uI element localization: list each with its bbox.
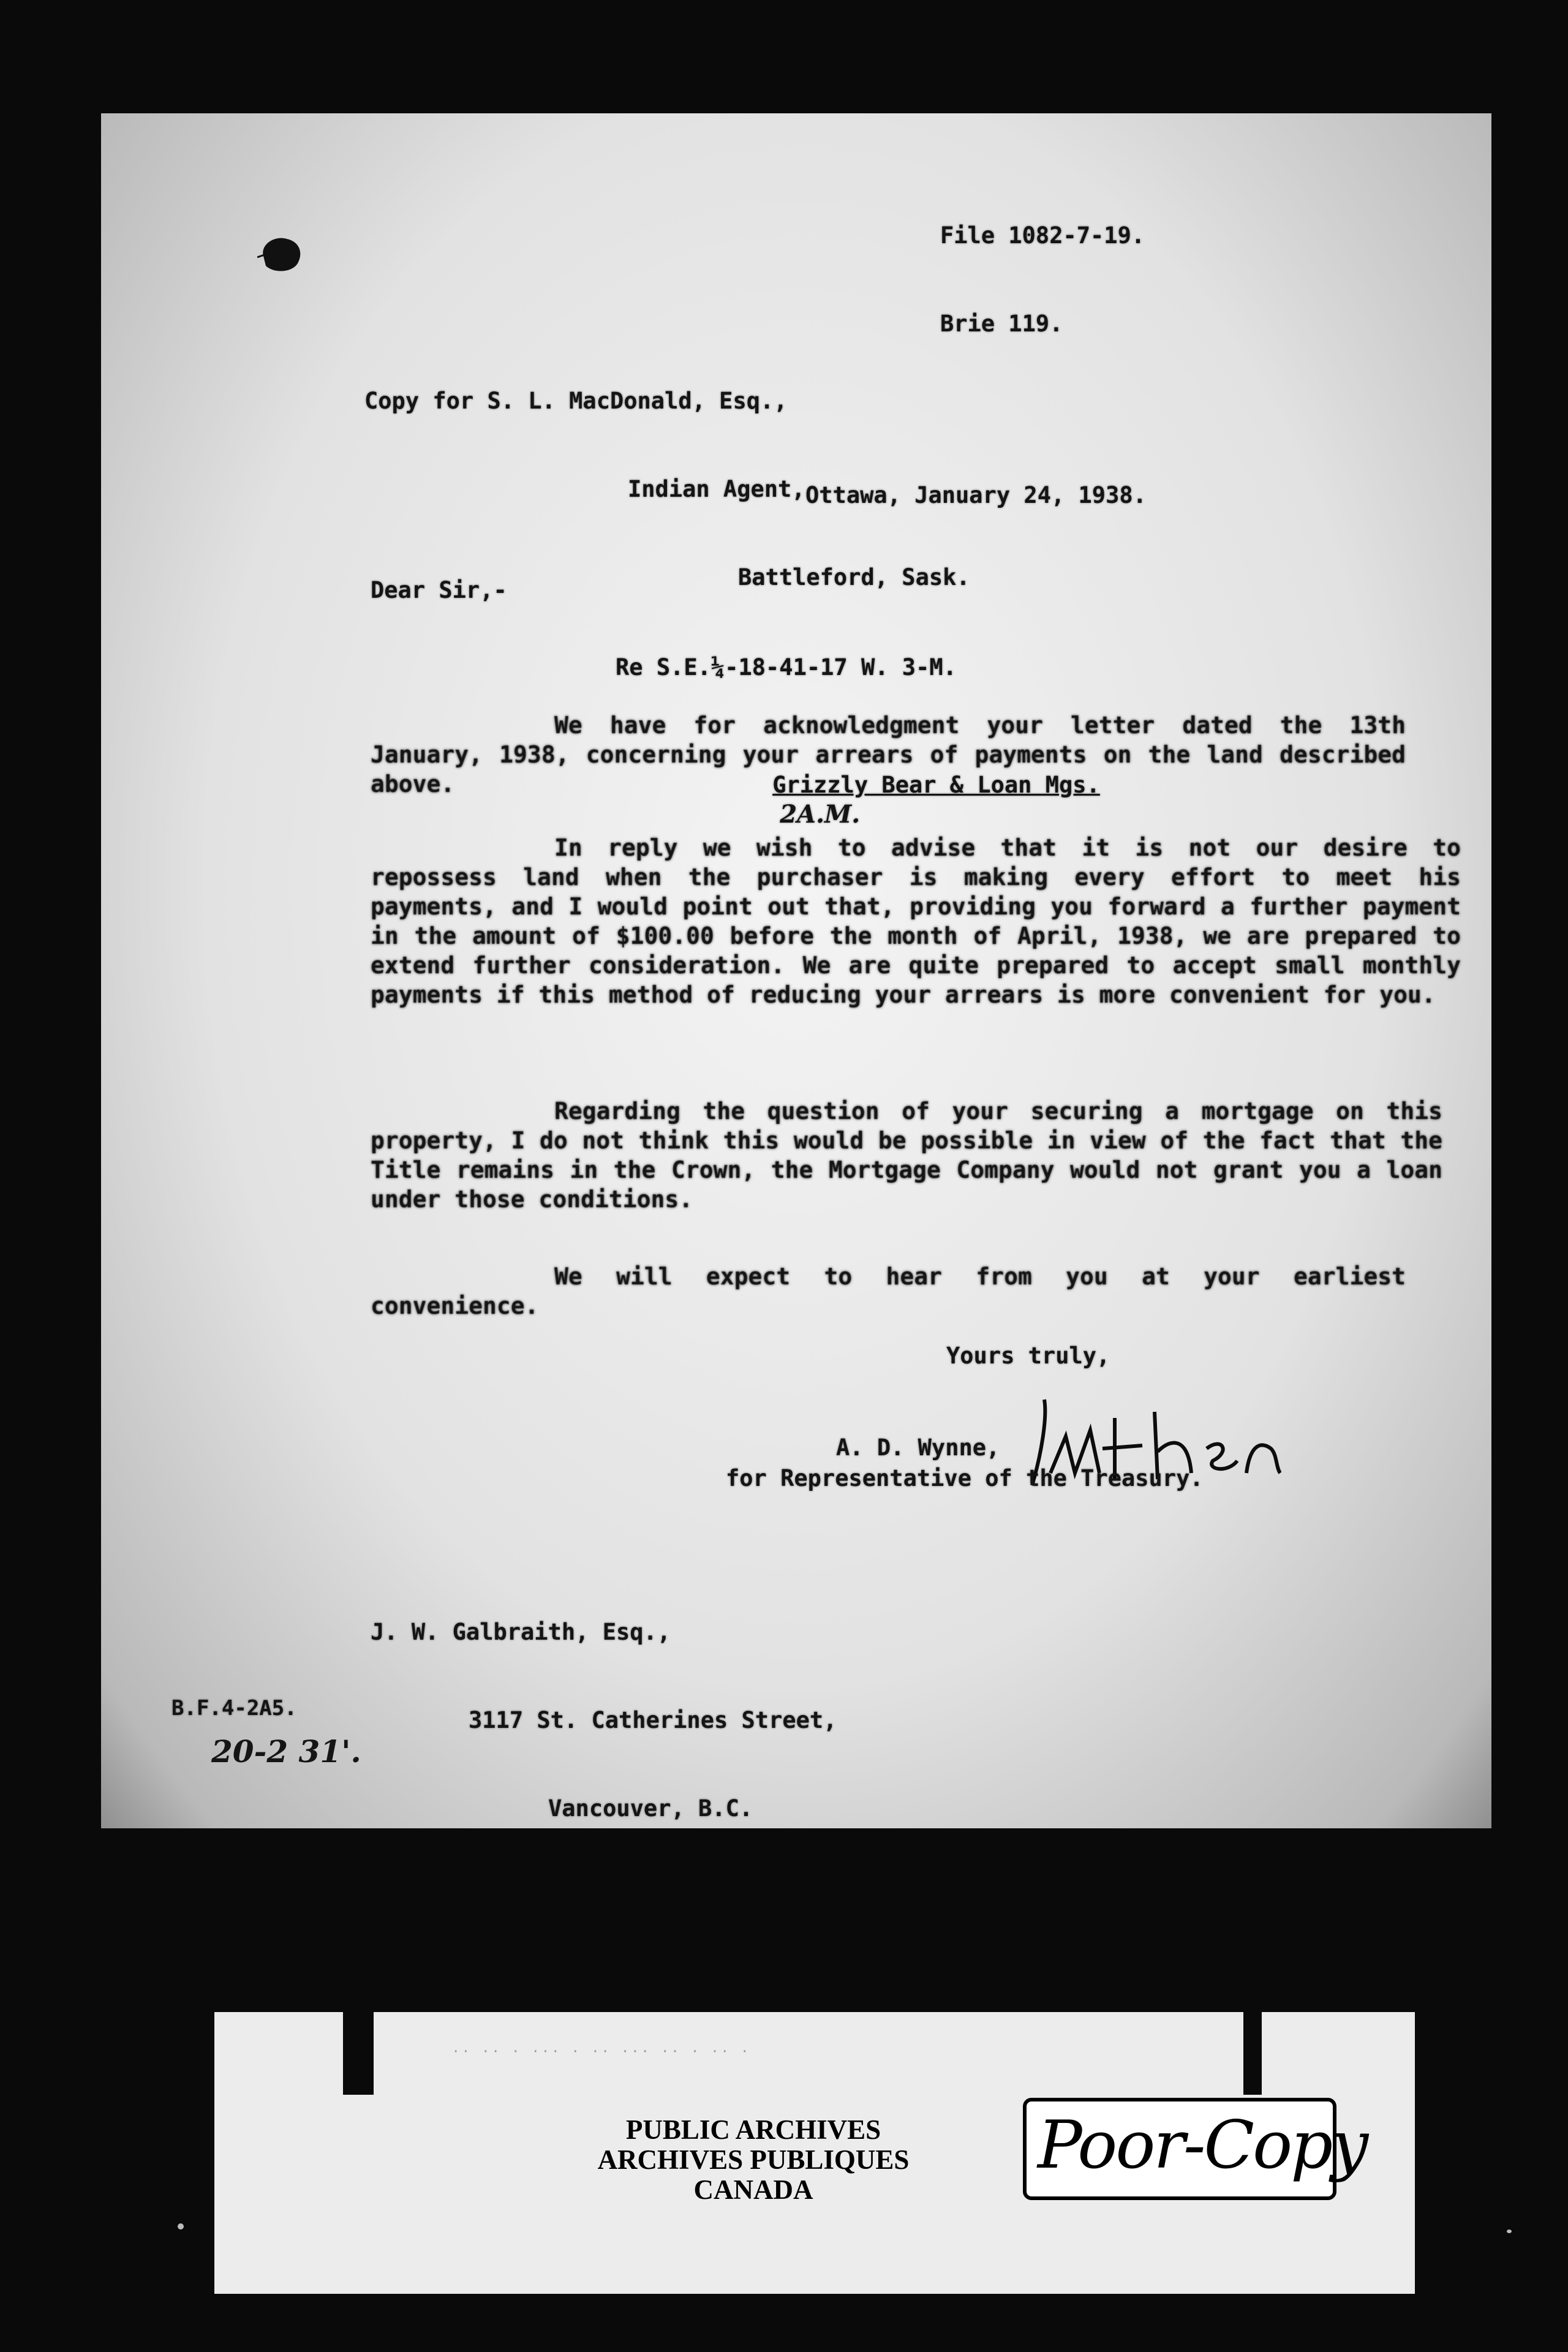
- stamp-text: Poor-Copy: [1038, 2107, 1367, 2184]
- strip-notch-right: [1243, 2012, 1262, 2095]
- paragraph-mortgage: Regarding the question of your securing a mortgage on this property, I do not think this would be possible in view of the fact that the Title remains in the Crown, the Mortgage Company would not grant you a loan under those conditions.: [371, 1098, 1442, 1213]
- re-line: Re S.E.¼-18-41-17 W. 3-M.: [616, 654, 957, 680]
- signer-title: for Representative of the Treasury.: [726, 1465, 1204, 1491]
- letter-page: [101, 113, 1491, 1828]
- paragraph-acknowledgment: We have for acknowledgment your letter dated the 13th January, 1938, concerning your arrears of payments on the land described above.: [371, 712, 1406, 797]
- recipient-city: Vancouver, B.C.: [548, 1795, 753, 1822]
- punch-hole: [257, 233, 306, 276]
- paragraph-expect: We will expect to hear from you at your earliest convenience.: [371, 1263, 1406, 1319]
- re-subject: Grizzly Bear & Loan Mgs.: [772, 772, 1100, 798]
- salutation: Dear Sir,-: [371, 577, 507, 603]
- handwritten-note: 20-2 31'.: [211, 1733, 361, 1770]
- poor-copy-stamp: [1023, 2098, 1367, 2200]
- signer-name: A. D. Wynne,: [836, 1434, 1000, 1461]
- strip-notch-left: [343, 2012, 374, 2095]
- recipient-address: [371, 1559, 837, 1828]
- archive-label: [582, 2115, 925, 2205]
- file-number: File 1082-7-19.: [940, 222, 1145, 249]
- file-reference: [940, 162, 1145, 398]
- faint-strip-marks: ·· ·· · ··· · ·· ··· ·· · ·· ·: [453, 2043, 752, 2061]
- archive-label-fr: ARCHIVES PUBLIQUES: [597, 2144, 910, 2175]
- film-speck: [1507, 2230, 1512, 2233]
- letter-date: Ottawa, January 24, 1938.: [805, 482, 1147, 508]
- bf-reference: B.F.4-2A5.: [172, 1696, 297, 1721]
- archive-label-strip: [214, 2012, 1415, 2294]
- file-sub-number: Brie 119.: [940, 311, 1063, 337]
- archive-label-en: PUBLIC ARCHIVES: [625, 2114, 881, 2145]
- recipient-street: 3117 St. Catherines Street,: [469, 1707, 837, 1733]
- paragraph-reply: In reply we wish to advise that it is not our desire to repossess land when the purchaser is making every effort to meet his payments, and I would point out that, providing you forward a further payment in the amount of $100.00 before the month of April, 1938, we are prepared to extend further consideration. We are quite prepared to accept small monthly payments if this method of reducing your arrears is more convenient for you.: [371, 834, 1461, 1008]
- recipient-name: J. W. Galbraith, Esq.,: [371, 1619, 671, 1645]
- margin-handwriting: 2A.M.: [780, 800, 861, 829]
- film-speck: [178, 2223, 184, 2230]
- copy-to-place: Battleford, Sask.: [738, 564, 970, 590]
- copy-to-title: Indian Agent,: [628, 476, 805, 502]
- copy-to-name: Copy for S. L. MacDonald, Esq.,: [364, 388, 788, 414]
- archive-label-country: CANADA: [693, 2174, 813, 2205]
- closing: Yours truly,: [946, 1343, 1110, 1369]
